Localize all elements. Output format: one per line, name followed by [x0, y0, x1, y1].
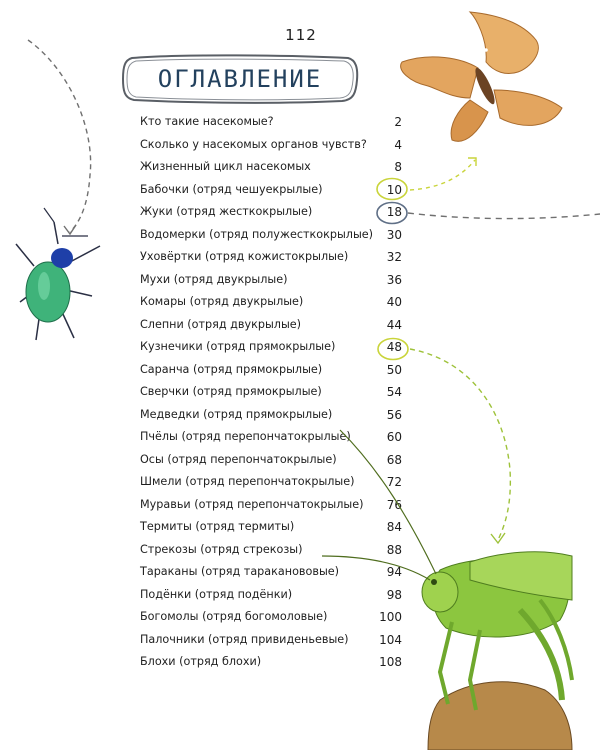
toc-entry-page: 36: [386, 272, 402, 287]
toc-entry-page: 18: [386, 205, 402, 219]
toc-entry-title: Саранча (отряд прямокрылые): [140, 362, 323, 376]
toc-entry-title: Слепни (отряд двукрылые): [140, 317, 302, 331]
toc-entry-page: 30: [386, 227, 402, 242]
toc-entry-title: Сколько у насекомых органов чувств?: [140, 137, 367, 151]
toc-entry-page: 94: [386, 565, 402, 579]
toc-entry-title: Жизненный цикл насекомых: [140, 160, 311, 173]
toc-entry-page: 32: [386, 250, 402, 264]
toc-entry-page: 40: [386, 295, 402, 309]
arrowhead-butterfly: [468, 158, 476, 166]
toc-entry-page: 10: [386, 182, 402, 197]
connector-beetle: [28, 40, 91, 232]
toc-entry-title: Богомолы (отряд богомоловые): [140, 610, 328, 623]
toc-entry-page: 104: [379, 632, 402, 647]
toc-entry-title: Кто такие насекомые?: [140, 115, 274, 128]
toc-entry-title: Кузнечики (отряд прямокрылые): [140, 340, 336, 353]
toc-entry-page: 2: [394, 115, 402, 129]
toc-entry-page: 108: [379, 655, 402, 669]
toc-entry-title: Медведки (отряд прямокрылые): [140, 407, 333, 421]
toc-entry-title: Стрекозы (отряд стрекозы): [140, 542, 303, 556]
toc-entry-title: Тараканы (отряд тараканововые): [140, 565, 340, 578]
connector-butterfly: [410, 160, 475, 190]
toc-entry-page: 50: [386, 362, 402, 377]
butterfly-illustration: [401, 12, 562, 141]
toc-entry-page: 54: [386, 385, 402, 399]
toc-entry-title: Пчёлы (отряд перепончатокрылые): [140, 430, 351, 443]
arrowhead-grasshopper: [491, 533, 505, 543]
highlight-circle-beetles: [377, 203, 407, 224]
toc-entry-page: 72: [386, 475, 402, 489]
toc-entry-title: Водомерки (отряд полужесткокрылые): [140, 227, 374, 241]
toc-entry-title: Мухи (отряд двукрылые): [140, 272, 288, 286]
toc-entry-page: 60: [386, 430, 402, 444]
toc-entry-title: Шмели (отряд перепончатокрылые): [140, 475, 355, 488]
toc-entry-title: Бабочки (отряд чешуекрылые): [140, 182, 323, 196]
toc-entry-title: Осы (отряд перепончатокрылые): [140, 452, 337, 466]
connector-beetle-right: [408, 213, 600, 219]
toc-entry-title: Муравьи (отряд перепончатокрылые): [140, 497, 364, 511]
toc-entry-page: 48: [386, 340, 402, 354]
toc-entry-page: 4: [394, 137, 402, 152]
toc-entry-page: 56: [386, 407, 402, 422]
toc-entry-page: 68: [386, 452, 402, 467]
toc-entry-page: 76: [386, 497, 402, 512]
connector-grasshopper: [410, 349, 510, 540]
highlight-circle-butterflies: [377, 179, 407, 200]
toc-entry-title: Жуки (отряд жесткокрылые): [140, 205, 313, 218]
toc-entry-title: Подёнки (отряд подёнки): [140, 587, 293, 601]
page-title: ОГЛАВЛЕНИЕ: [157, 65, 323, 93]
toc-entry-page: 100: [379, 610, 402, 624]
toc-entry-page: 98: [386, 587, 402, 602]
toc-entry-page: 44: [386, 317, 402, 332]
toc-entry-page: 88: [386, 542, 402, 557]
page-number: 112: [285, 26, 317, 44]
toc-entry-page: 8: [394, 160, 402, 174]
toc-entry-title: Термиты (отряд термиты): [140, 520, 295, 533]
beetle-illustration: [16, 208, 100, 340]
highlight-circle-grasshoppers: [378, 339, 408, 360]
toc-entry-page: 84: [386, 520, 402, 534]
toc-entry-title: Блохи (отряд блохи): [140, 655, 262, 668]
grasshopper-illustration: [322, 430, 572, 750]
toc-entry-title: Сверчки (отряд прямокрылые): [140, 385, 322, 398]
toc-entry-title: Комары (отряд двукрылые): [140, 295, 304, 308]
toc-entry-title: Палочники (отряд привиденьевые): [140, 632, 349, 646]
toc-entry-title: Уховёртки (отряд кожистокрылые): [140, 250, 349, 263]
